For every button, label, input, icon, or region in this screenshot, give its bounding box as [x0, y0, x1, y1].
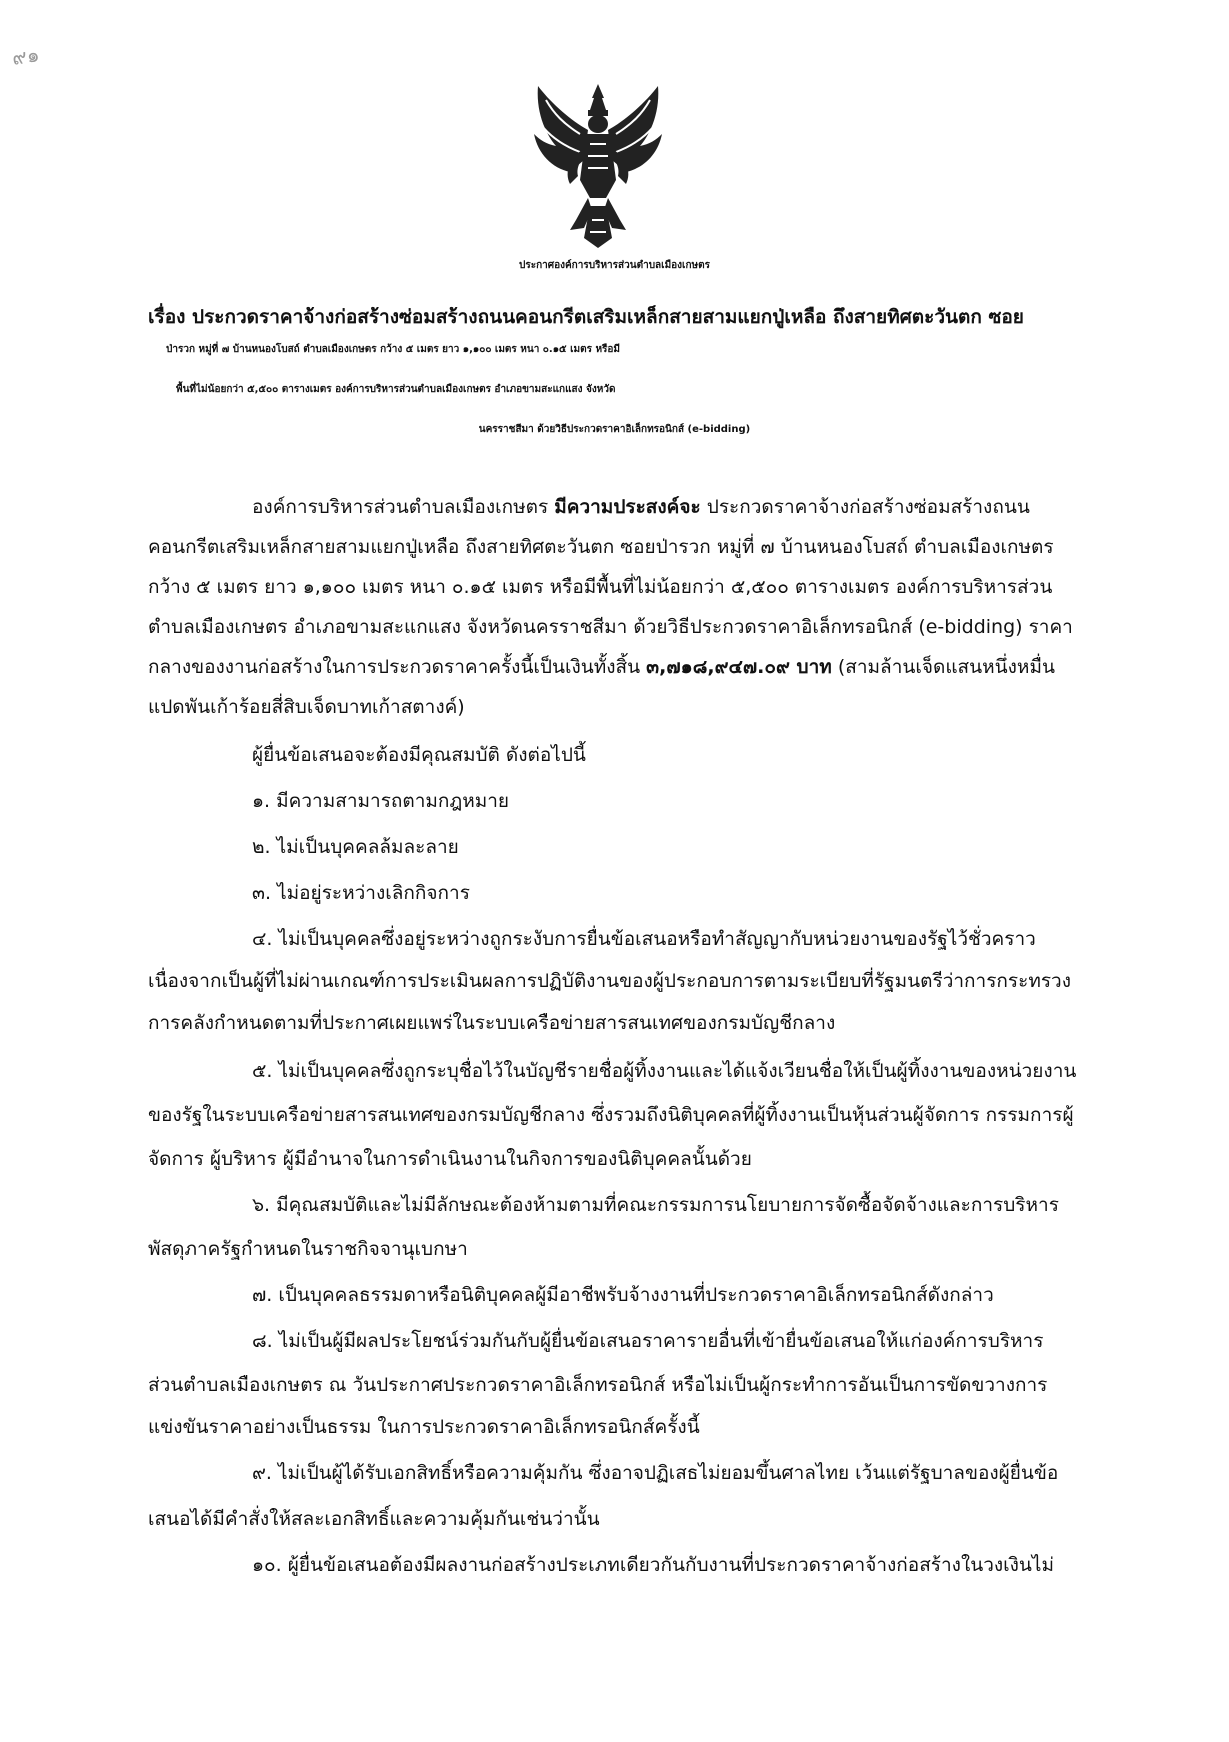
intro-line-1	[252, 492, 1030, 522]
qualifications-heading: ผู้ยื่นข้อเสนอจะต้องมีคุณสมบัติ ดังต่อไปนี้	[252, 744, 586, 766]
intro-line-2: คอนกรีตเสริมเหล็กสายสามแยกปู่เหลือ ถึงสายทิศตะวันตก ซอยป่ารวก หมู่ที่ ๗ บ้านหนองโบสถ์ ตำบลเมืองเกษตร	[148, 536, 1054, 558]
qualification-item-4: ๔. ไม่เป็นบุคคลซึ่งอยู่ระหว่างถูกระงับการยื่นข้อเสนอหรือทำสัญญากับหน่วยงานของรัฐไว้ชั่วคราว	[252, 928, 1036, 950]
intro-line-4: ตำบลเมืองเกษตร อำเภอขามสะแกแสง จังหวัดนครราชสีมา ด้วยวิธีประกวดราคาอิเล็กทรอนิกส์ (e-bidding) ราคา	[148, 616, 1073, 638]
document-title: ประกาศองค์การบริหารส่วนตำบลเมืองเกษตร	[519, 260, 710, 271]
qualification-item-5-cont-1: ของรัฐในระบบเครือข่ายสารสนเทศของกรมบัญชีกลาง ซึ่งรวมถึงนิติบุคคลที่ผู้ทิ้งงานเป็นหุ้นส่วนผู้จัดการ กรรมการผู้	[148, 1104, 1074, 1126]
handwritten-page-mark: ๙๑	[10, 42, 41, 70]
intro-line-3: กว้าง ๕ เมตร ยาว ๑,๑๐๐ เมตร หนา ๐.๑๕ เมตร หรือมีพื้นที่ไม่น้อยกว่า ๕,๕๐๐ ตารางเมตร องค์การบริหารส่วน	[148, 576, 1053, 598]
price-prefix: กลางของงานก่อสร้างในการประกวดราคาครั้งนี้เป็นเงินทั้งสิ้น	[148, 656, 641, 678]
qualification-item-6: ๖. มีคุณสมบัติและไม่มีลักษณะต้องห้ามตามที่คณะกรรมการนโยบายการจัดซื้อจัดจ้างและการบริหาร	[252, 1194, 1059, 1216]
qualification-item-2: ๒. ไม่เป็นบุคคลล้มละลาย	[252, 836, 459, 858]
qualification-item-5-cont-2: จัดการ ผู้บริหาร ผู้มีอำนาจในการดำเนินงานในกิจการของนิติบุคคลนั้นด้วย	[148, 1148, 752, 1170]
qualification-item-9: ๙. ไม่เป็นผู้ได้รับเอกสิทธิ์หรือความคุ้มกัน ซึ่งอาจปฏิเสธไม่ยอมขึ้นศาลไทย เว้นแต่รัฐบาลของผู้ยื่นข้อ	[252, 1462, 1059, 1484]
qualification-item-8-cont-2: แข่งขันราคาอย่างเป็นธรรม ในการประกวดราคาอิเล็กทรอนิกส์ครั้งนี้	[148, 1416, 700, 1438]
intro-intent: มีความประสงค์จะ	[554, 496, 701, 518]
qualification-item-3: ๓. ไม่อยู่ระหว่างเลิกกิจการ	[252, 882, 470, 904]
subject-line-1	[148, 302, 1088, 332]
price-amount: ๓,๗๑๘,๙๔๗.๐๙ บาท	[646, 656, 832, 678]
intro-line-6: แปดพันเก้าร้อยสี่สิบเจ็ดบาทเก้าสตางค์)	[148, 696, 465, 718]
qualification-item-5: ๕. ไม่เป็นบุคคลซึ่งถูกระบุชื่อไว้ในบัญชีรายชื่อผู้ทิ้งงานและได้แจ้งเวียนชื่อให้เป็นผู้ทิ้งงานของหน่วยงาน	[252, 1060, 1077, 1082]
price-words: (สามล้านเจ็ดแสนหนึ่งหมื่น	[837, 656, 1055, 678]
intro-line-5	[148, 652, 1055, 682]
intro-agency: องค์การบริหารส่วนตำบลเมืองเกษตร	[252, 496, 549, 518]
qualification-item-4-cont-1: เนื่องจากเป็นผู้ที่ไม่ผ่านเกณฑ์การประเมินผลการปฏิบัติงานของผู้ประกอบการตามระเบียบที่รัฐมนตรีว่าการกระทรวง	[148, 970, 1072, 992]
qualification-item-10: ๑๐. ผู้ยื่นข้อเสนอต้องมีผลงานก่อสร้างประเภทเดียวกันกับงานที่ประกวดราคาจ้างก่อสร้างในวงเงินไม่	[252, 1554, 1054, 1576]
qualification-item-1: ๑. มีความสามารถตามกฎหมาย	[252, 790, 510, 812]
qualification-item-8: ๘. ไม่เป็นผู้มีผลประโยชน์ร่วมกันกับผู้ยื่นข้อเสนอราคารายอื่นที่เข้ายื่นข้อเสนอให้แก่องค์การบริหาร	[252, 1330, 1044, 1352]
intro-purpose: ประกวดราคาจ้างก่อสร้างซ่อมสร้างถนน	[706, 496, 1030, 518]
subject-line-3: พื้นที่ไม่น้อยกว่า ๕,๕๐๐ ตารางเมตร องค์การบริหารส่วนตำบลเมืองเกษตร อำเภอขามสะแกแสง จังหวัด	[176, 384, 616, 395]
subject-text: ประกวดราคาจ้างก่อสร้างซ่อมสร้างถนนคอนกรีตเสริมเหล็กสายสามแยกปู่เหลือ ถึงสายทิศตะวันตก ซอย	[192, 306, 1024, 328]
qualification-item-8-cont-1: ส่วนตำบลเมืองเกษตร ณ วันประกาศประกวดราคาอิเล็กทรอนิกส์ หรือไม่เป็นผู้กระทำการอันเป็นการขัดขวางการ	[148, 1374, 1048, 1396]
subject-line-4: นครราชสีมา ด้วยวิธีประกวดราคาอิเล็กทรอนิกส์ (e-bidding)	[478, 424, 751, 435]
subject-label: เรื่อง	[148, 306, 186, 328]
subject-line-2: ป่ารวก หมู่ที่ ๗ บ้านหนองโบสถ์ ตำบลเมืองเกษตร กว้าง ๕ เมตร ยาว ๑,๑๐๐ เมตร หนา ๐.๑๕ เมตร หรือมี	[166, 344, 621, 355]
qualification-item-7: ๗. เป็นบุคคลธรรมดาหรือนิติบุคคลผู้มีอาชีพรับจ้างงานที่ประกวดราคาอิเล็กทรอนิกส์ดังกล่าว	[252, 1284, 994, 1306]
qualification-item-4-cont-2: การคลังกำหนดตามที่ประกาศเผยแพร่ในระบบเครือข่ายสารสนเทศของกรมบัญชีกลาง	[148, 1012, 836, 1034]
qualification-item-6-cont: พัสดุภาครัฐกำหนดในราชกิจจานุเบกษา	[148, 1238, 468, 1260]
qualification-item-9-cont: เสนอได้มีคำสั่งให้สละเอกสิทธิ์และความคุ้มกันเช่นว่านั้น	[148, 1508, 600, 1530]
garuda-emblem	[530, 80, 666, 250]
